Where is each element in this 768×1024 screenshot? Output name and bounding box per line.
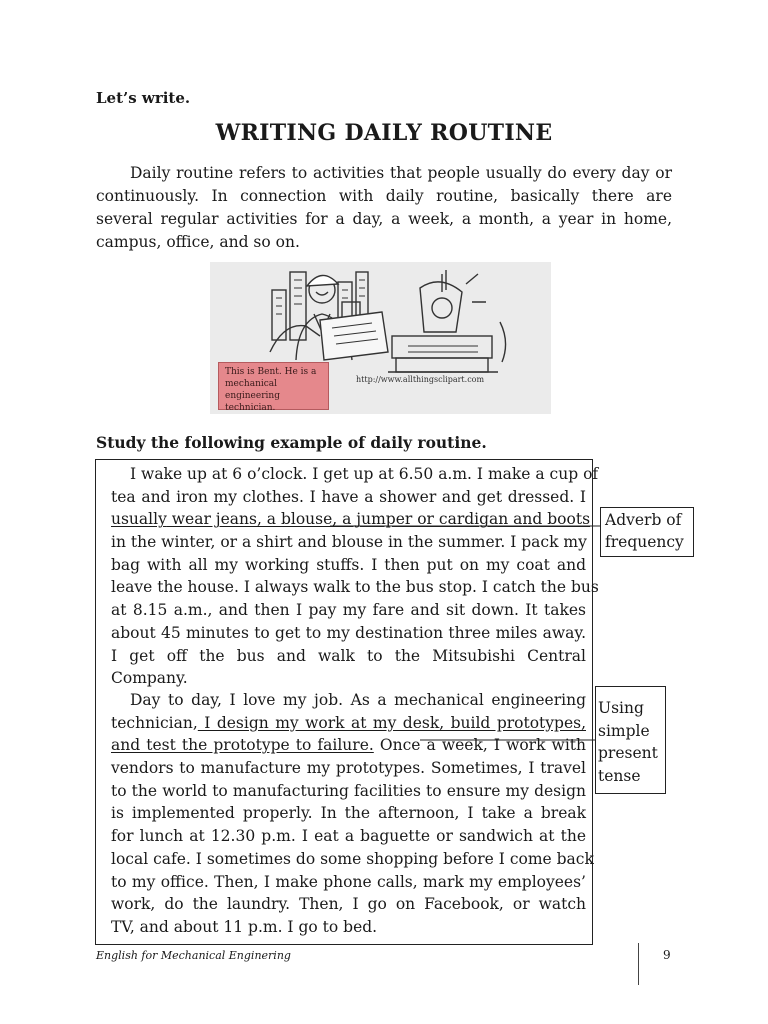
underlined-present-tense: and test the prototype to failure.	[111, 736, 374, 755]
text-line: I wake up at 6 o’clock. I get up at 6.50 a.m. I make a cup of	[130, 465, 599, 483]
note-line: simple	[598, 721, 650, 740]
figure-source-url: http://www.allthingsclipart.com	[356, 375, 485, 384]
text-line: Company.	[111, 669, 188, 688]
text-line: in the winter, or a shirt and blouse in the summer. I pack my	[111, 533, 587, 552]
text-line: tea and iron my clothes. I have a shower and get dressed. I	[111, 487, 586, 506]
note-line: Adverb of	[605, 511, 682, 529]
text-fragment: technician,	[111, 713, 198, 732]
underlined-present-tense: I design my work at my desk, build prototypes,	[197, 713, 586, 732]
text-line: vendors to manufacture my prototypes. Sometimes, I travel	[111, 759, 586, 778]
text-line: bag with all my working stuffs. I then put on my coat and	[111, 555, 586, 574]
text-line: for lunch at 12.30 p.m. I eat a baguette or sandwich at the	[111, 827, 586, 846]
text-line: TV, and about 11 p.m. I go to bed.	[111, 917, 378, 936]
text-line: I get off the bus and walk to the Mitsubishi Central	[111, 646, 586, 665]
note-line: present	[598, 744, 658, 762]
text-line: to my office. Then, I make phone calls, mark my employees’	[111, 872, 586, 891]
tense-note-box	[595, 686, 666, 794]
intro-paragraph: Daily routine refers to activities that people usually do every day or continuously. In connection with daily routine, basically there are several regular activities for a day, a week, a month, a year in home, campus, office, and so on.	[96, 164, 672, 251]
note-line: frequency	[605, 533, 684, 551]
text-line: to the world to manufacturing facilities to ensure my design	[111, 781, 586, 800]
footer-book-title: English for Mechanical Enginering	[96, 949, 291, 962]
footer-divider	[638, 943, 639, 985]
underlined-adverb: usually	[111, 510, 167, 529]
section-label: Let’s write.	[96, 89, 191, 107]
text-line: work, do the laundry. Then, I go on Facebook, or watch	[111, 895, 586, 914]
adverb-note-box	[600, 507, 694, 557]
text-line: Day to day, I love my job. As a mechanical engineering	[130, 691, 586, 709]
underlined-text: wear jeans, a blouse, a jumper or cardigan and boots	[166, 510, 591, 529]
study-heading: Study the following example of daily routine.	[96, 433, 487, 452]
text-line: at 8.15 a.m., and then I pay my fare and sit down. It takes	[111, 601, 586, 620]
text-line: local cafe. I sometimes do some shopping before I come back	[111, 849, 594, 868]
note-line: tense	[598, 766, 641, 785]
text-fragment: Once a week, I work with	[373, 736, 586, 755]
text-line: leave the house. I always walk to the bus stop. I catch the bus	[111, 578, 599, 597]
text-line: is implemented properly. In the afternoon, I take a break	[111, 804, 586, 823]
note-line: Using	[598, 699, 644, 717]
page-title: WRITING DAILY ROUTINE	[215, 120, 553, 146]
page-number: 9	[663, 948, 671, 962]
text-line: about 45 minutes to get to my destination three miles away.	[111, 623, 586, 642]
figure-caption: This is Bent. He is a mechanical engineering technician.	[218, 362, 329, 410]
